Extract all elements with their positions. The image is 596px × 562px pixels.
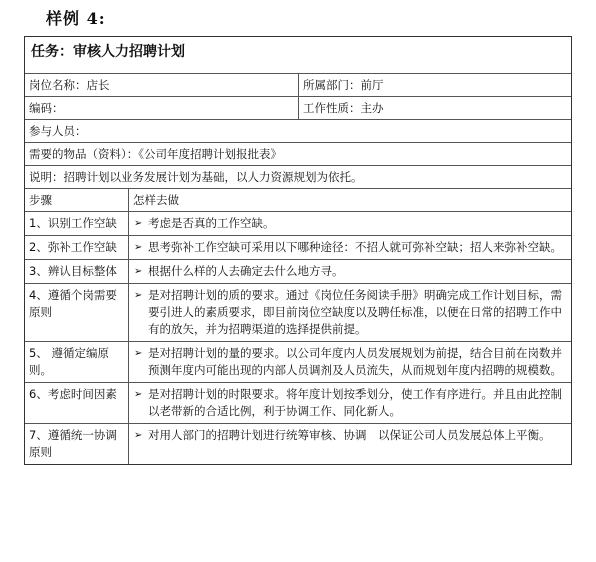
arrow-bullet-icon: ➢	[134, 389, 143, 400]
step-detail	[129, 212, 571, 235]
step-detail	[129, 424, 571, 464]
step-label: 1、识别工作空缺	[25, 212, 129, 235]
step-row	[25, 235, 571, 259]
task-title: 任务：审核人力招聘计划	[31, 44, 185, 60]
how-header-label: 怎样去做	[133, 193, 179, 207]
materials-row	[25, 142, 571, 165]
step-row	[25, 283, 571, 341]
description-row	[25, 165, 571, 188]
steps-header-row	[25, 188, 571, 211]
arrow-bullet-icon: ➢	[134, 266, 143, 277]
step-detail-text: 是对招聘计划的量的要求。以公司年度内人员发展规划为前提，结合目前在岗数并预测年度内可能出现的内部人员调剂及人员流失，从而规划年度内招聘的规模数。	[148, 346, 562, 377]
step-label: 2、弥补工作空缺	[25, 236, 129, 259]
work-nature: 工作性质：主办	[298, 97, 571, 119]
task-row	[25, 37, 571, 73]
step-label: 5、 遵循定编原则。	[25, 342, 129, 382]
step-detail-text: 考虑是否真的工作空缺。	[148, 216, 275, 230]
task-sheet	[24, 36, 572, 465]
step-row	[25, 382, 571, 423]
description: 说明：招聘计划以业务发展计划为基础，以人力资源规划为依托。	[29, 170, 363, 184]
arrow-bullet-icon: ➢	[134, 348, 143, 359]
step-detail-text: 对用人部门的招聘计划进行统筹审核、协调 以保证公司人员发展总体上平衡。	[148, 428, 551, 442]
step-label: 7、遵循统一协调原则	[25, 424, 129, 464]
step-detail	[129, 284, 571, 341]
code-field: 编码：	[29, 101, 64, 115]
arrow-bullet-icon: ➢	[134, 290, 143, 301]
step-row	[25, 341, 571, 382]
code-row	[25, 96, 571, 119]
step-detail-text: 思考弥补工作空缺可采用以下哪种途径：不招人就可弥补空缺；招人来弥补空缺。	[148, 240, 562, 254]
step-label: 4、遵循个岗需要原则	[25, 284, 129, 341]
post-row	[25, 73, 571, 96]
post-name: 岗位名称：店长	[29, 78, 110, 92]
step-label: 3、辨认目标整体	[25, 260, 129, 283]
sample-title: 样例 4:	[46, 9, 106, 28]
step-detail-text: 根据什么样的人去确定去什么地方寻。	[148, 264, 344, 278]
how-header	[129, 189, 571, 211]
step-row	[25, 423, 571, 464]
materials: 需要的物品（资料）：《公司年度招聘计划报批表》	[29, 147, 282, 161]
arrow-bullet-icon: ➢	[134, 218, 143, 229]
arrow-bullet-icon: ➢	[134, 430, 143, 441]
step-detail-text: 是对招聘计划的时限要求。将年度计划按季划分，使工作有序进行。并且由此控制以老带新的合适比例，利于协调工作、同化新人。	[148, 387, 562, 418]
step-label: 6、考虑时间因素	[25, 383, 129, 423]
participants-row	[25, 119, 571, 142]
steps-header: 步骤	[25, 189, 129, 211]
step-row	[25, 211, 571, 235]
step-detail	[129, 260, 571, 283]
step-detail	[129, 342, 571, 382]
department: 所属部门：前厅	[298, 74, 571, 96]
arrow-bullet-icon: ➢	[134, 242, 143, 253]
step-row	[25, 259, 571, 283]
participants: 参与人员：	[29, 124, 87, 138]
step-detail-text: 是对招聘计划的质的要求。通过《岗位任务阅读手册》明确完成工作计划目标，需要引进人的素质要求，即目前岗位空缺度以及聘任标准，以便在日常的招聘工作中有的放矢，并为招聘渠道的选择提供前提。	[148, 288, 562, 336]
step-detail	[129, 236, 571, 259]
step-detail	[129, 383, 571, 423]
